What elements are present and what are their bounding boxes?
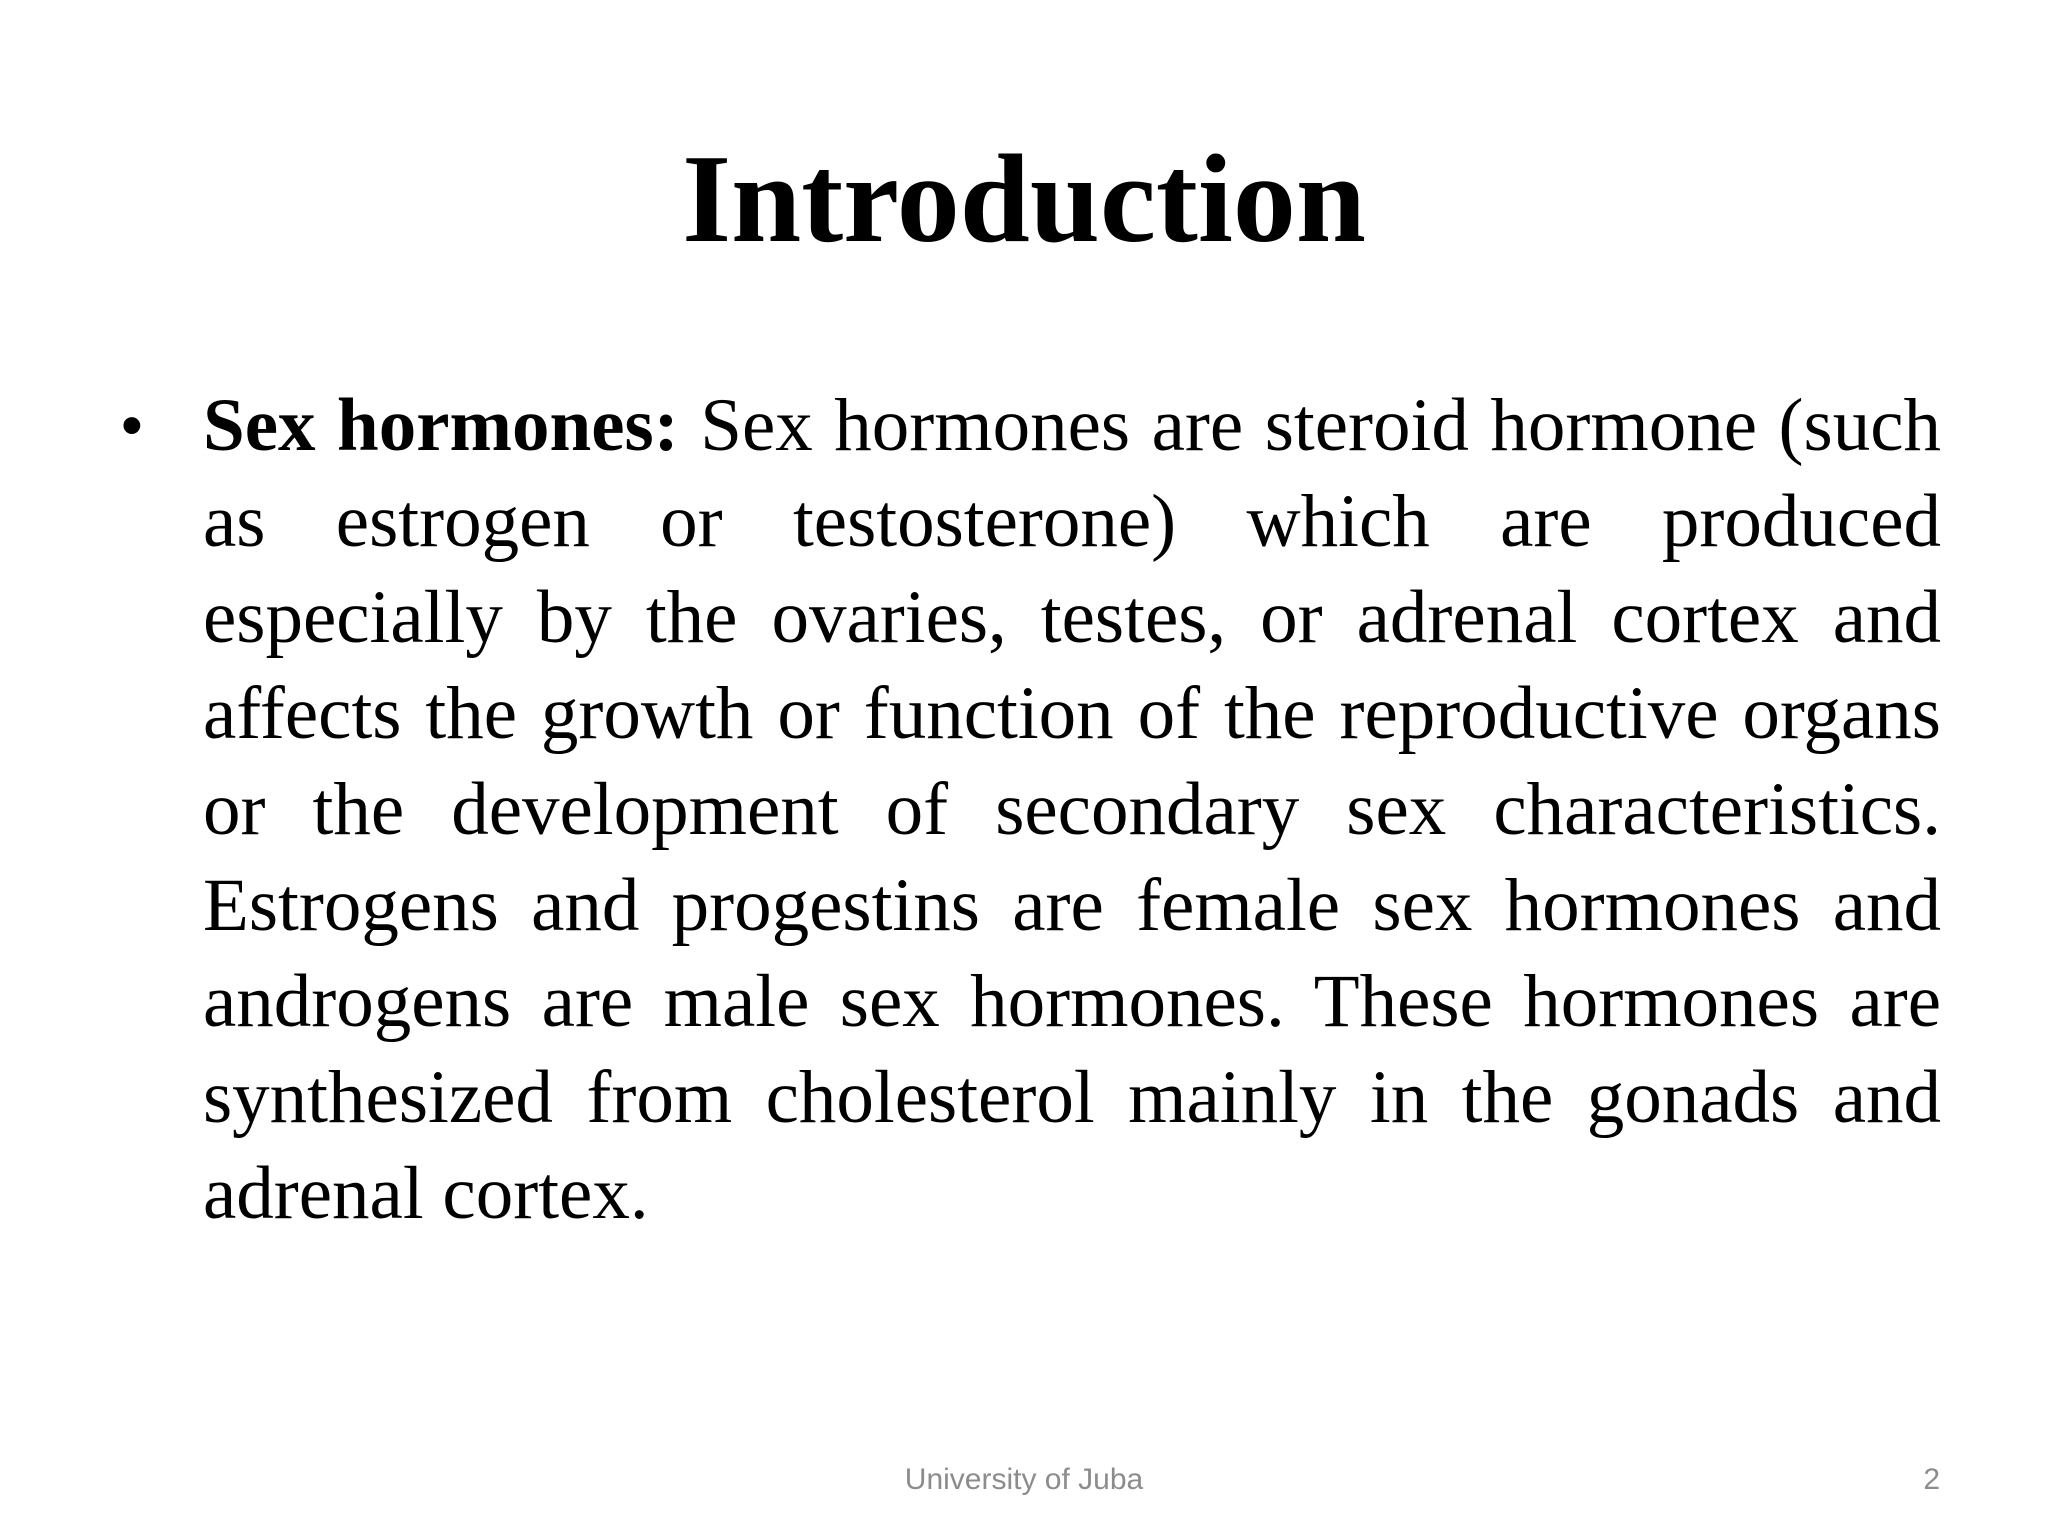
page-number: 2 (1923, 1463, 1940, 1496)
bullet-text: Sex hormones are steroid hormone (such as estrogen or testosterone) which are produced especially by the ovaries, testes, or adrenal cortex and affects the growth or function of the reproductive organs or the development of secondary sex characteristics. Estrogens and progestins are female sex hormones and androgens are male sex hormones. These hormones are synthesized from cholesterol mainly in the gonads and adrenal cortex. (203, 384, 1941, 1235)
bullet-list (121, 378, 1941, 1242)
slide-title: Introduction (682, 130, 1366, 269)
bullet-term: Sex hormones: (203, 384, 679, 467)
bullet-item (121, 378, 1941, 1242)
footer-text: University of Juba (904, 1463, 1144, 1496)
bullet-marker: • (121, 391, 143, 460)
